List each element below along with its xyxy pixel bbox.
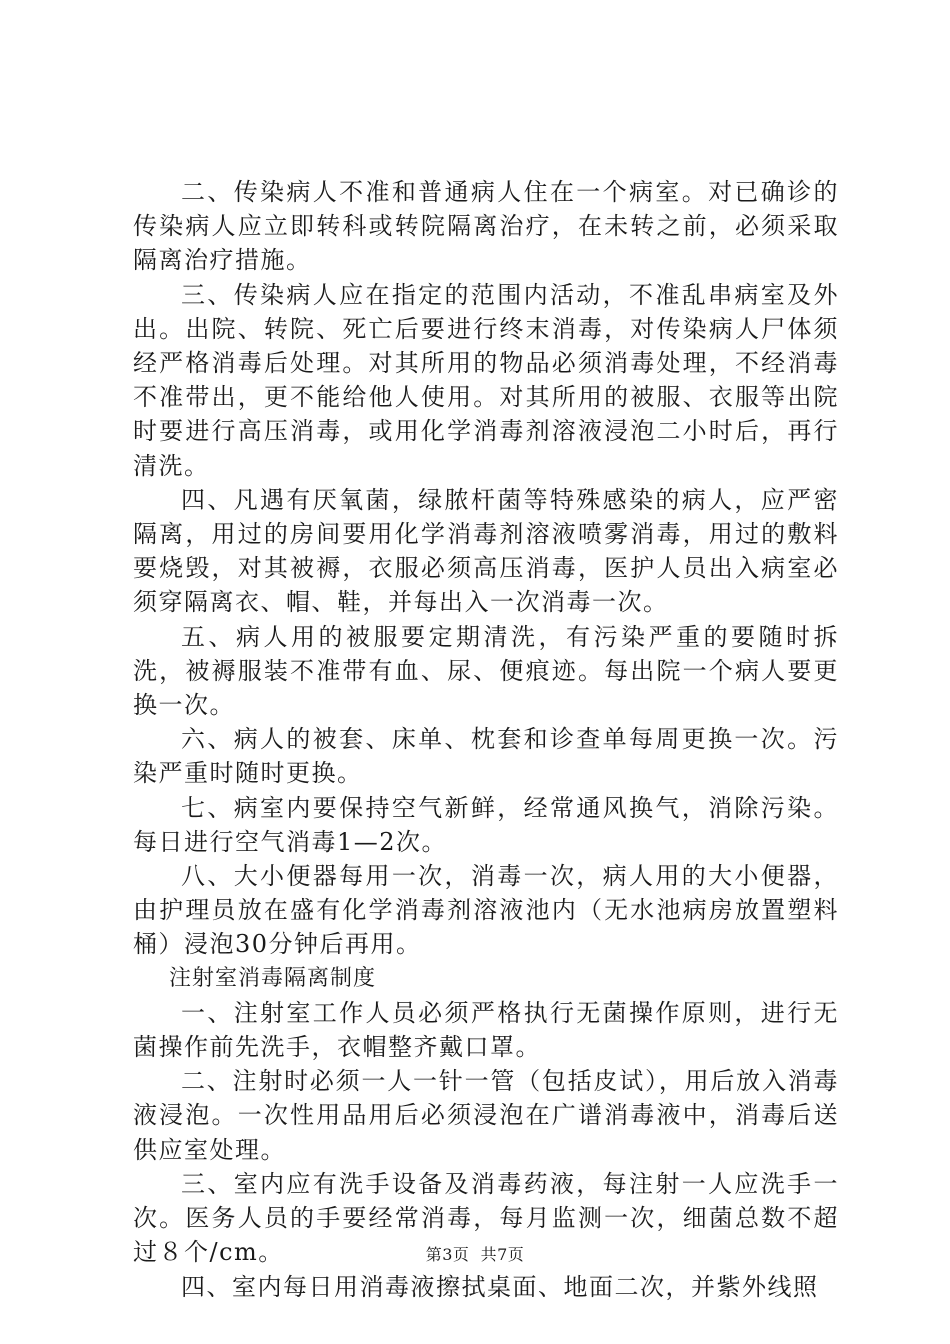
paragraph-4-injection-rule: 四、室内每日用消毒液擦拭桌面、地面二次，并紫外线照 [181, 1272, 819, 1301]
page-footer [0, 1245, 950, 1265]
paragraph-7-ward-rule: 七、病室内要保持空气新鲜，经常通风换气，消除污染。每日进行空气消毒1—2次。 [133, 793, 839, 856]
paragraph-1-injection-rule: 一、注射室工作人员必须严格执行无菌操作原则，进行无菌操作前先洗手，衣帽整齐戴口罩。 [133, 998, 839, 1062]
paragraph-6-ward-rule: 六、病人的被套、床单、枕套和诊查单每周更换一次。污染严重时随时更换。 [133, 725, 839, 788]
paragraph-4-ward-rule: 四、凡遇有厌氧菌，绿脓杆菌等特殊感染的病人，应严密隔离，用过的房间要用化学消毒剂溶液喷雾消毒，用过的敷料要烧毁，对其被褥，衣服必须高压消毒，医护人员出入病室必须穿隔离衣、帽、鞋，并每出入一次消毒一次。 [133, 485, 839, 617]
paragraph-3-injection-rule: 三、室内应有洗手设备及消毒药液，每注射一人应洗手一次。医务人员的手要经常消毒，每月监测一次，细菌总数不超过８个/cm。 [133, 1169, 839, 1267]
paragraph-3-ward-rule: 三、传染病人应在指定的范围内活动，不准乱串病室及外出。出院、转院、死亡后要进行终末消毒，对传染病人尸体须经严格消毒后处理。对其所用的物品必须消毒处理，不经消毒不准带出，更不能给他人使用。对其所用的被服、衣服等出院时要进行高压消毒，或用化学消毒剂溶液浸泡二小时后，再行清洗。 [133, 280, 839, 480]
document-body [133, 175, 839, 1304]
paragraph-5-ward-rule: 五、病人用的被服要定期清洗，有污染严重的要随时拆洗，被褥服装不准带有血、尿、便痕迹。每出院一个病人要更换一次。 [133, 622, 839, 720]
paragraph-2-ward-rule: 二、传染病人不准和普通病人住在一个病室。对已确诊的传染病人应立即转科或转院隔离治疗，在未转之前，必须采取隔离治疗措施。 [133, 178, 839, 275]
section-heading: 注射室消毒隔离制度 [169, 965, 377, 991]
paragraph-2-injection-rule: 二、注射时必须一人一针一管（包括皮试），用后放入消毒液浸泡。一次性用品用后必须浸泡在广谱消毒液中，消毒后送供应室处理。 [133, 1067, 839, 1164]
page-total: 共7页 [480, 1245, 525, 1264]
paragraph-8-ward-rule: 八、大小便器每用一次，消毒一次，病人用的大小便器，由护理员放在盛有化学消毒剂溶液池内（无水池病房放置塑料桶）浸泡30分钟后再用。 [133, 862, 839, 959]
page-number: 第3页 [425, 1245, 470, 1264]
